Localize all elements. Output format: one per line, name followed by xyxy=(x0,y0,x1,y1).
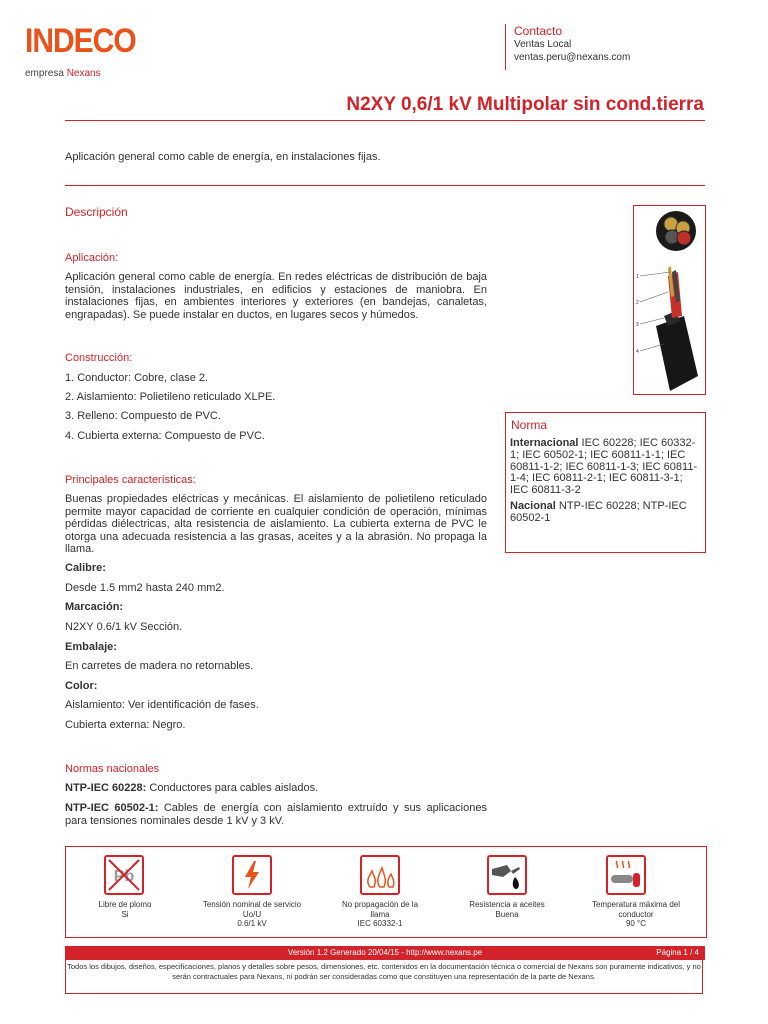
oil-resistance-caption xyxy=(448,900,566,919)
norma-box-content xyxy=(510,438,700,525)
contact-title: Contacto xyxy=(514,24,563,38)
title-divider xyxy=(65,120,705,121)
oil-resistance-icon xyxy=(487,855,527,895)
internacional-label: Internacional xyxy=(510,437,579,449)
voltage-icon xyxy=(232,855,272,895)
normas-title: Normas nacionales xyxy=(65,763,160,775)
intro-divider xyxy=(65,185,705,186)
norma-code: NTP-IEC 60502-1: xyxy=(65,802,159,814)
norma-code: NTP-IEC 60228: xyxy=(65,782,147,794)
aplicacion-title: Aplicación: xyxy=(65,252,119,264)
properties-bar xyxy=(65,846,707,938)
descripcion-title: Descripción xyxy=(65,205,128,219)
flame-retardant-icon xyxy=(360,855,400,895)
voltage-caption xyxy=(193,900,311,929)
caption-line: Buena xyxy=(495,909,519,919)
footer-disclaimer: Todos los dibujos, diseños, especificaciones, planos y detalles sobre pesos, dimensiones, etc. contenidos en la documentación técnica o comercial de Nexans son puramente indicativos, y no serán contractuales para Nexans, ni podrán ser consideradas como que constituyen una representación de la parte de Nexans. xyxy=(65,960,703,994)
color-value: Aislamiento: Ver identificación de fases. xyxy=(65,699,259,711)
caption-line: Resistencia a aceites xyxy=(469,900,545,909)
caption-line: Uo/U xyxy=(242,909,262,919)
marcacion-label: Marcación: xyxy=(65,601,124,613)
construccion-title: Construcción: xyxy=(65,352,133,364)
lead-free-glyph: Pb xyxy=(113,868,135,885)
footer-bar xyxy=(65,946,705,960)
intro-text: Aplicación general como cable de energía, en instalaciones fijas. xyxy=(65,151,381,163)
temperature-caption xyxy=(577,900,695,929)
contact-line: Ventas Local xyxy=(514,39,572,50)
caption-line: Si xyxy=(121,909,129,919)
caption-line: Libre de plomo xyxy=(98,900,152,909)
nacional-text: NTP-IEC 60228; NTP-IEC 60502-1 xyxy=(510,499,687,524)
nacional-label: Nacional xyxy=(510,499,556,512)
norma-text: Conductores para cables aislados. xyxy=(149,782,319,794)
norma-text: Cables de energía con aislamiento extruído y sus aplicaciones para tensiones nominales desde 1 kV y 3 kV. xyxy=(65,802,487,827)
caption-line: Temperatura máxima del xyxy=(591,900,681,909)
logo-sub-prefix: empresa xyxy=(25,68,64,79)
internacional-text: IEC 60228; IEC 60332-1; IEC 60502-1; IEC 60811-1-1; IEC 60811-1-2; IEC 60811-1-3; IEC 60811-1-4; IEC 60811-2-1; IEC 60811-3-1; IEC 60811-3-2 xyxy=(510,437,698,497)
caption-line: conductor xyxy=(618,909,654,919)
cable-label: 1 xyxy=(636,274,639,280)
caption-line: Tensión nominal de servicio xyxy=(202,900,302,909)
norma-box xyxy=(505,412,706,553)
aplicacion-text: Aplicación general como cable de energía. En redes eléctricas de distribución de baja tensión, instalaciones industriales, en edificios y estaciones de maniobra. En instalaciones fijas, en ambientes interiores y exteriores (en bandejas, canaletas, engrapadas). Se puede instalar en ductos, en lugares secos y húmedos. xyxy=(65,271,487,321)
caracteristicas-title: Principales características: xyxy=(65,474,196,486)
construccion-item: 1. Conductor: Cobre, clase 2. xyxy=(65,372,209,384)
caption-line: 0.6/1 kV xyxy=(237,919,267,928)
company-logo: INDECO xyxy=(25,22,136,60)
flame-retardant-caption xyxy=(321,900,439,929)
construccion-item: 3. Relleno: Compuesto de PVC. xyxy=(65,410,221,422)
footer-version: Versión 1.2 Generado 20/04/15 - http://www.nexans.pe xyxy=(287,948,483,957)
caption-line: llama xyxy=(370,909,390,919)
embalaje-value: En carretes de madera no retornables. xyxy=(65,660,254,672)
caption-line: IEC 60332-1 xyxy=(357,919,403,928)
caracteristicas-text: Buenas propiedades eléctricas y mecánicas. El aislamiento de polietileno reticulado permite mayor capacidad de corriente en cualquier condición de operación, mínimas pérdidas diélectricas, alta resistencia de aislamiento. La cubierta externa de PVC le otorga una adecuada resistencia a las grasas, aceites y a la abrasión. No propaga la llama. xyxy=(65,493,487,555)
embalaje-label: Embalaje: xyxy=(65,641,117,653)
cable-label: 2 xyxy=(636,300,639,306)
logo-sub-brand: Nexans xyxy=(66,68,101,79)
product-title: N2XY 0,6/1 kV Multipolar sin cond.tierra xyxy=(346,94,704,115)
norma-line-1 xyxy=(65,782,318,795)
cable-label: 4 xyxy=(636,349,639,355)
construccion-item: 2. Aislamiento: Polietileno reticulado XLPE. xyxy=(65,391,276,403)
cable-label: 3 xyxy=(636,322,639,328)
cable-image xyxy=(633,205,706,395)
logo-subtitle xyxy=(25,68,101,79)
contact-email[interactable]: ventas.peru@nexans.com xyxy=(514,52,631,63)
contact-box xyxy=(505,24,714,70)
lead-free-icon xyxy=(104,855,144,895)
calibre-value: Desde 1.5 mm2 hasta 240 mm2. xyxy=(65,582,225,594)
lead-free-caption xyxy=(66,900,184,919)
calibre-label: Calibre: xyxy=(65,562,106,574)
temperature-icon xyxy=(606,855,646,895)
caption-line: No propagación de la xyxy=(341,900,419,909)
color-value: Cubierta externa: Negro. xyxy=(65,719,186,731)
caption-line: 90 °C xyxy=(625,919,647,928)
marcacion-value: N2XY 0.6/1 kV Sección. xyxy=(65,621,183,633)
construccion-item: 4. Cubierta externa: Compuesto de PVC. xyxy=(65,430,265,442)
footer-page: Página 1 / 4 xyxy=(656,948,699,957)
norma-box-title: Norma xyxy=(511,418,548,432)
norma-line-2 xyxy=(65,802,487,827)
color-label: Color: xyxy=(65,680,98,692)
